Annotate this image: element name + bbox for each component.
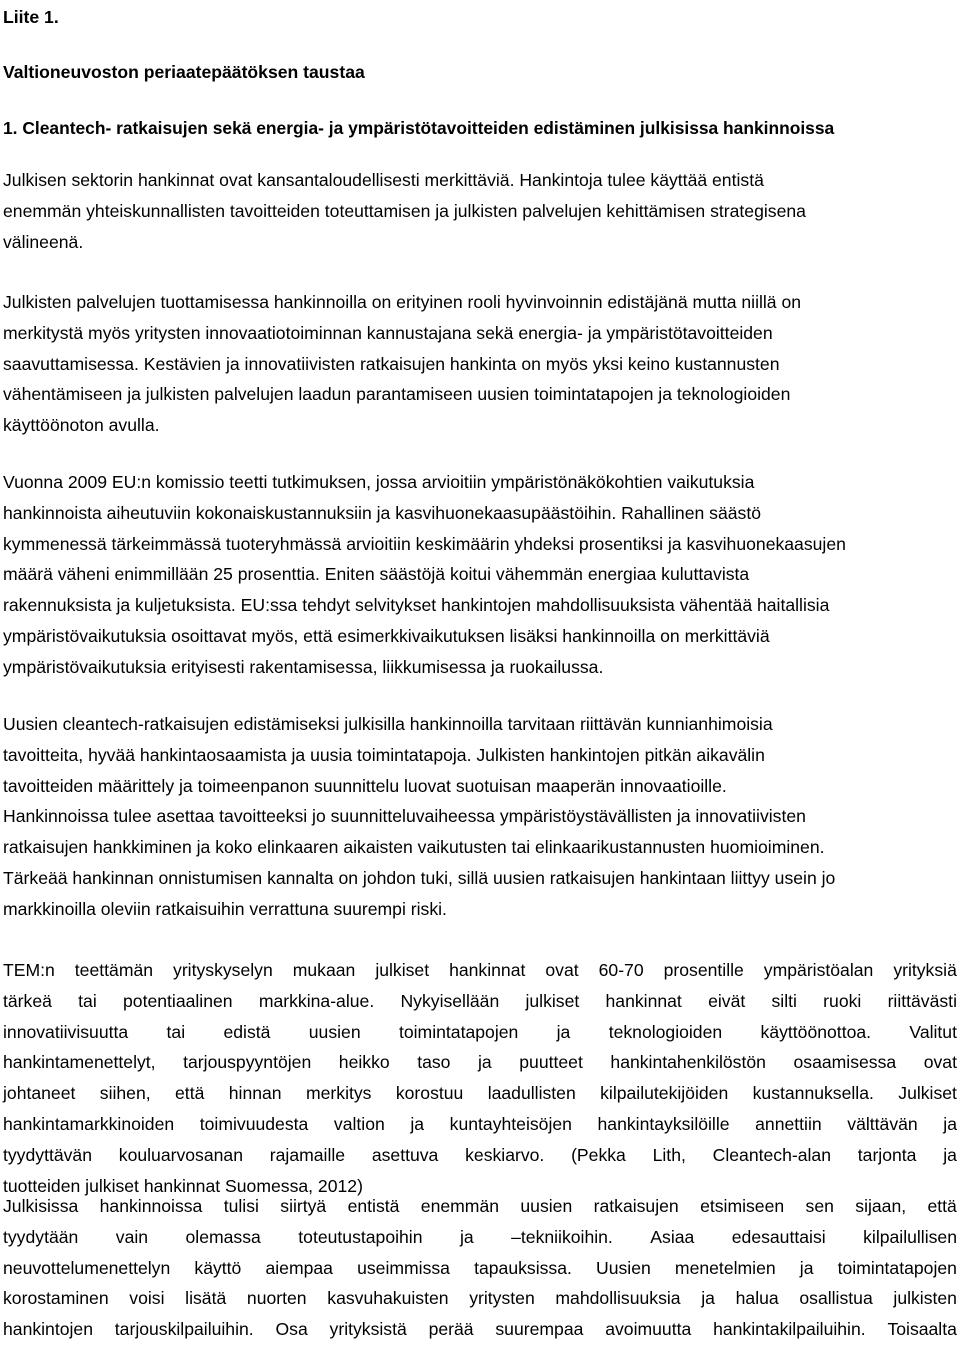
word: Uusien xyxy=(596,1257,651,1278)
word: potentiaalinen xyxy=(123,990,233,1011)
word: merkitys xyxy=(305,1083,372,1104)
word: Osa xyxy=(275,1319,308,1340)
word: siihen, xyxy=(99,1083,151,1104)
word: korostuu xyxy=(395,1083,464,1104)
word: asettuva xyxy=(371,1144,439,1165)
word: mukaan xyxy=(292,960,356,980)
word: yrityskyselyn xyxy=(173,960,273,980)
word: kilpailullisen xyxy=(863,1226,957,1247)
word: ympäristöalan xyxy=(763,960,874,980)
word: toimivuudesta xyxy=(199,1113,309,1134)
word: ja xyxy=(943,1113,957,1134)
word: silti xyxy=(771,990,797,1011)
word: yrityksistä xyxy=(329,1319,407,1340)
word: korostaminen xyxy=(3,1288,109,1309)
word: tarjonta xyxy=(857,1144,917,1165)
word: (Pekka xyxy=(571,1144,626,1165)
word: ruoki xyxy=(823,990,862,1011)
word: tulisi xyxy=(223,1196,259,1216)
word: ovat xyxy=(923,1052,957,1073)
word: edesauttaisi xyxy=(731,1226,826,1247)
word: Nykyisellään xyxy=(400,990,500,1011)
word: tarjouspyyntöjen xyxy=(183,1052,312,1073)
paragraph-line: määrä väheni enimmillään 25 prosenttia. Eniten säästöjä koitui vähemmän energiaa kuluttavista xyxy=(3,564,750,585)
word: toimintatapojen xyxy=(398,1021,519,1042)
word: käyttö xyxy=(194,1257,242,1278)
word: ovat xyxy=(545,960,579,980)
word: perää xyxy=(428,1319,474,1340)
word: osaamisessa xyxy=(793,1052,897,1073)
word: yritysten xyxy=(469,1288,535,1309)
paragraph-line: hankinnoista aiheutuviin kokonaiskustannuksiin ja kasvihuonekaasupäästöihin. Rahallinen säästö xyxy=(3,502,762,523)
word: kustannuksella. xyxy=(752,1083,874,1104)
word: suurempaa xyxy=(495,1319,584,1340)
paragraph-line xyxy=(3,1140,957,1171)
word: voisi xyxy=(129,1288,165,1309)
word: hankintamenettelyt, xyxy=(3,1052,156,1073)
word: julkiset xyxy=(525,990,580,1011)
word: teettämän xyxy=(74,960,154,980)
word: Asiaa xyxy=(650,1226,695,1247)
section-heading: 1. Cleantech- ratkaisujen sekä energia- ja ympäristötavoitteiden edistäminen julkisissa hankinnoissa xyxy=(3,118,835,138)
word: uusien xyxy=(308,1021,361,1042)
word: lisätä xyxy=(185,1288,227,1309)
word: menetelmien xyxy=(674,1257,776,1278)
word: tarjouskilpailuihin. xyxy=(114,1319,254,1340)
word: kouluarvosanan xyxy=(118,1144,243,1165)
paragraph xyxy=(3,467,957,683)
paragraph xyxy=(3,165,957,257)
word: kilpailutekijöiden xyxy=(600,1083,729,1104)
word: ja xyxy=(410,1113,425,1134)
word: heikko xyxy=(338,1052,390,1073)
paragraph-line: markkinoilla oleviin ratkaisuihin verrattuna suurempi riski. xyxy=(3,898,447,919)
paragraph-line: enemmän yhteiskunnallisten tavoitteiden toteuttamisen ja julkisten palvelujen kehittämisen strategisena xyxy=(3,200,806,221)
paragraph-line: Tärkeää hankinnan onnistumisen kannalta on johdon tuki, sillä uusien ratkaisujen hankintaan liittyy usein jo xyxy=(3,867,836,888)
word: julkisten xyxy=(893,1288,957,1309)
word: tyydyttävän xyxy=(3,1144,92,1165)
word: yrityksiä xyxy=(893,960,957,980)
word: ja xyxy=(459,1226,474,1247)
word: osallistua xyxy=(799,1288,873,1309)
word: teknologioiden xyxy=(608,1021,723,1042)
paragraph-line: Uusien cleantech-ratkaisujen edistämiseksi julkisilla hankinnoilla tarvitaan riittävän kunnianhimoisia xyxy=(3,714,773,734)
paragraph-line: tuotteiden julkiset hankinnat Suomessa, 2012) xyxy=(3,1175,363,1196)
word: avoimuutta xyxy=(605,1319,692,1340)
word: hankintayksilöille xyxy=(597,1113,730,1134)
word: vain xyxy=(115,1226,149,1247)
paragraph-line: rakennuksista ja kuljetuksista. EU:ssa tehdyt selvitykset hankintojen mahdollisuuksista vähentää haitallisia xyxy=(3,595,830,616)
paragraph-line: Vuonna 2009 EU:n komissio teetti tutkimuksen, jossa arvioitiin ympäristönäkökohtien vaikutuksia xyxy=(3,472,755,492)
word: Cleantech-alan xyxy=(712,1144,831,1165)
paragraph-line xyxy=(3,1283,957,1314)
paragraph-line xyxy=(3,1017,957,1048)
word: ratkaisujen xyxy=(593,1196,679,1216)
word: hankintahenkilöstön xyxy=(610,1052,766,1073)
paragraph xyxy=(3,955,957,1201)
word: toteutustapoihin xyxy=(298,1226,423,1247)
word: annettiin xyxy=(755,1113,822,1134)
word: johtaneet xyxy=(3,1083,76,1104)
paragraph-line xyxy=(3,1109,957,1140)
paragraph-line xyxy=(3,1314,957,1345)
paragraph-line: ympäristövaikutuksia erityisesti rakentamisessa, liikkumisessa ja ruokailussa. xyxy=(3,656,604,677)
word: laadullisten xyxy=(487,1083,576,1104)
word: hankintakilpailuihin. xyxy=(713,1319,866,1340)
word: halua xyxy=(735,1288,779,1309)
word: ja xyxy=(556,1021,571,1042)
word: sijaan, xyxy=(855,1196,907,1216)
paragraph-line xyxy=(3,1078,957,1109)
paragraph-line: ratkaisujen hankkiminen ja koko elinkaaren aikaisten vaikutusten tai elinkaarikustannusten huomioiminen. xyxy=(3,837,825,858)
word: taso xyxy=(417,1052,451,1073)
word: julkiset xyxy=(375,960,430,980)
paragraph-line: vähentämiseen ja julkisten palvelujen laadun parantamiseen uusien toimintatapojen ja teknologioiden xyxy=(3,384,791,405)
paragraph-line xyxy=(3,1253,957,1284)
word: edistä xyxy=(223,1021,271,1042)
word: tärkeä xyxy=(3,990,52,1011)
paragraph-line xyxy=(3,1047,957,1078)
word: sen xyxy=(805,1196,834,1216)
paragraph-line: Julkisen sektorin hankinnat ovat kansantaloudellisesti merkittäviä. Hankintoja tulee käyttää entistä xyxy=(3,170,764,190)
word: ja xyxy=(943,1144,957,1165)
word: olemassa xyxy=(185,1226,261,1247)
word: hankintojen xyxy=(3,1319,93,1340)
word: siirtyä xyxy=(280,1196,327,1216)
word: enemmän xyxy=(420,1196,500,1216)
word: hankinnat xyxy=(449,960,526,980)
word: rajamaille xyxy=(269,1144,346,1165)
paragraph-line: merkitystä myös yritysten innovaatiotoiminnan kannustajana sekä energia- ja ympäristötavoitteiden xyxy=(3,322,773,343)
word: tai xyxy=(78,990,97,1011)
word: puutteet xyxy=(519,1052,583,1073)
word: kuntayhteisöjen xyxy=(449,1113,572,1134)
word: aiempaa xyxy=(265,1257,333,1278)
word: Toisaalta xyxy=(887,1319,957,1340)
paragraph xyxy=(3,287,957,441)
word: TEM:n xyxy=(3,960,55,980)
word: etsimiseen xyxy=(700,1196,785,1216)
word: keskiarvo. xyxy=(465,1144,545,1165)
paragraph-line xyxy=(3,955,957,986)
word: innovatiivisuutta xyxy=(3,1021,129,1042)
paragraph-line: tavoitteiden määrittely ja toimeenpanon suunnittelu luovat suotuisan maaperän innovaatioille. xyxy=(3,775,727,796)
word: tapauksissa. xyxy=(474,1257,572,1278)
paragraph-line: käyttöönoton avulla. xyxy=(3,415,160,436)
word: käyttöönottoa. xyxy=(760,1021,872,1042)
word: ja xyxy=(478,1052,492,1073)
word: toimintatapojen xyxy=(837,1257,957,1278)
appendix-label: Liite 1. xyxy=(3,7,59,27)
word: että xyxy=(175,1083,205,1104)
word: hankintamarkkinoiden xyxy=(3,1113,175,1134)
word: ja xyxy=(701,1288,715,1309)
paragraph-line: tavoitteita, hyvää hankintaosaamista ja uusia toimintatapoja. Julkisten hankintojen pitkän aikavälin xyxy=(3,744,765,765)
word: kasvuhakuisten xyxy=(327,1288,449,1309)
document-title: Valtioneuvoston periaatepäätöksen taustaa xyxy=(3,62,365,82)
paragraph-line: kymmenessä tärkeimmässä tuoteryhmässä arvioitiin keskimäärin yhdeksi prosentiksi ja kasvihuonekaasujen xyxy=(3,533,846,554)
word: markkina-alue. xyxy=(258,990,375,1011)
paragraph xyxy=(3,1191,957,1345)
paragraph-line: saavuttamisessa. Kestävien ja innovatiivisten ratkaisujen hankinta on myös yksi keino kustannusten xyxy=(3,353,780,374)
word: nuorten xyxy=(246,1288,307,1309)
word: useimmissa xyxy=(357,1257,450,1278)
paragraph xyxy=(3,709,957,925)
paragraph-line: Julkisten palvelujen tuottamisessa hankinnoilla on erityinen rooli hyvinvoinnin edistäjänä mutta niillä on xyxy=(3,292,802,312)
word: neuvottelumenettelyn xyxy=(3,1257,171,1278)
paragraph-line: Hankinnoissa tulee asettaa tavoitteeksi jo suunnitteluvaiheessa ympäristöystävällisten ja innovatiivisten xyxy=(3,806,806,827)
word: välttävän xyxy=(847,1113,918,1134)
word: tyydytään xyxy=(3,1226,79,1247)
word: että xyxy=(927,1196,957,1216)
word: eivät xyxy=(708,990,746,1011)
word: hinnan xyxy=(228,1083,282,1104)
word: Julkiset xyxy=(898,1083,957,1104)
word: valtion xyxy=(333,1113,385,1134)
word: hankinnoissa xyxy=(99,1196,203,1216)
word: mahdollisuuksia xyxy=(555,1288,681,1309)
word: hankinnat xyxy=(605,990,682,1011)
word: ja xyxy=(799,1257,814,1278)
word: riittävästi xyxy=(887,990,957,1011)
word: Valitut xyxy=(909,1021,957,1042)
paragraph-line: ympäristövaikutuksia osoittavat myös, että esimerkkivaikutuksen lisäksi hankinnoilla on merkittäviä xyxy=(3,625,770,646)
word: prosentille xyxy=(663,960,744,980)
word: Julkisissa xyxy=(3,1196,79,1216)
paragraph-line xyxy=(3,1191,957,1222)
word: 60-70 xyxy=(598,960,644,980)
paragraph-line xyxy=(3,986,957,1017)
word: tai xyxy=(166,1021,186,1042)
paragraph-line: välineenä. xyxy=(3,231,84,252)
paragraph-line xyxy=(3,1222,957,1253)
word: uusien xyxy=(520,1196,573,1216)
word: –tekniikoihin. xyxy=(511,1226,613,1247)
word: Lith, xyxy=(652,1144,686,1165)
word: entistä xyxy=(347,1196,400,1216)
